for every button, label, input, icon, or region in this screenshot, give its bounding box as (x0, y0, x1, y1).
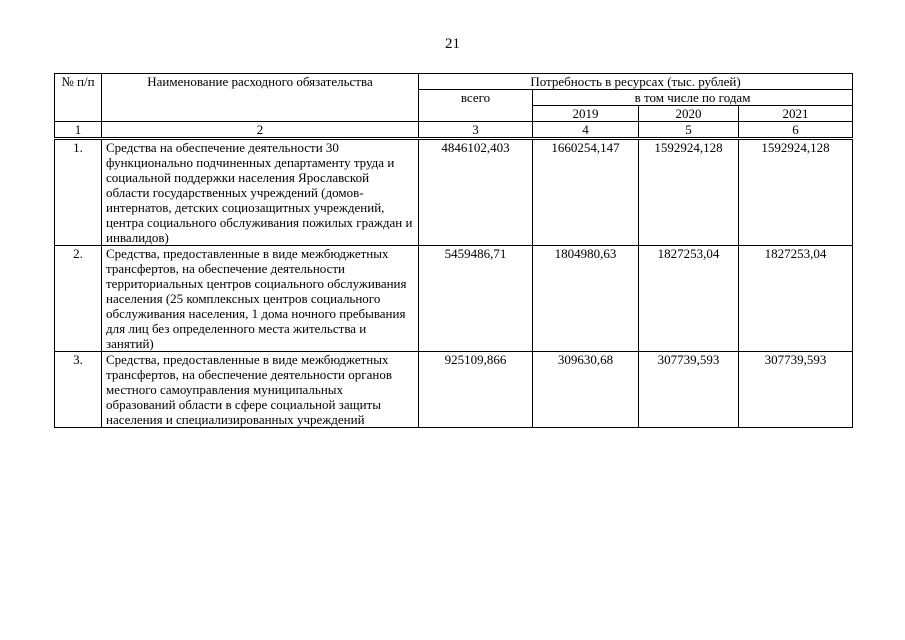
header-row-1 (55, 74, 853, 90)
value-2020: 1592924,128 (639, 139, 739, 246)
table-row (55, 246, 853, 352)
column-numbering-row (55, 122, 853, 139)
column-number: 4 (533, 122, 639, 139)
row-number: 3. (55, 352, 102, 428)
header-year-2020: 2020 (639, 106, 739, 122)
column-number: 1 (55, 122, 102, 139)
column-number: 3 (419, 122, 533, 139)
table-row (55, 352, 853, 428)
header-by-years: в том числе по годам (533, 90, 853, 106)
header-total: всего (419, 90, 533, 122)
row-number: 2. (55, 246, 102, 352)
header-need: Потребность в ресурсах (тыс. рублей) (419, 74, 853, 90)
value-2021: 1827253,04 (739, 246, 853, 352)
value-2020: 1827253,04 (639, 246, 739, 352)
column-number: 6 (739, 122, 853, 139)
resource-needs-table (54, 73, 853, 428)
column-number: 2 (102, 122, 419, 139)
header-name: Наименование расходного обязательства (102, 74, 419, 122)
value-total: 5459486,71 (419, 246, 533, 352)
value-2021: 1592924,128 (739, 139, 853, 246)
value-2019: 1660254,147 (533, 139, 639, 246)
row-number: 1. (55, 139, 102, 246)
page-number: 21 (445, 36, 460, 52)
value-total: 4846102,403 (419, 139, 533, 246)
value-2021: 307739,593 (739, 352, 853, 428)
header-year-2021: 2021 (739, 106, 853, 122)
value-2019: 309630,68 (533, 352, 639, 428)
header-year-2019: 2019 (533, 106, 639, 122)
value-2019: 1804980,63 (533, 246, 639, 352)
value-2020: 307739,593 (639, 352, 739, 428)
value-total: 925109,866 (419, 352, 533, 428)
header-num: № п/п (55, 74, 102, 122)
obligation-name: Средства на обеспечение деятельности 30 функционально подчиненных департаменту труда и социальной поддержки населения Ярославской области государственных учреждений (домов-интернатов, детских социозащитных учреждений, центра социального обслуживания пожилых граждан и инвалидов) (102, 139, 419, 246)
obligation-name: Средства, предоставленные в виде межбюджетных трансфертов, на обеспечение деятельности территориальных центров социального обслуживания населения (25 комплексных центров социального обслуживания населения, 1 дома ночного пребывания для лиц без определенного места жительства и занятий) (102, 246, 419, 352)
obligation-name: Средства, предоставленные в виде межбюджетных трансфертов, на обеспечение деятельности органов местного самоуправления муниципальных образований области в сфере социальной защиты населения и специализированных учреждений (102, 352, 419, 428)
table-row (55, 139, 853, 246)
column-number: 5 (639, 122, 739, 139)
